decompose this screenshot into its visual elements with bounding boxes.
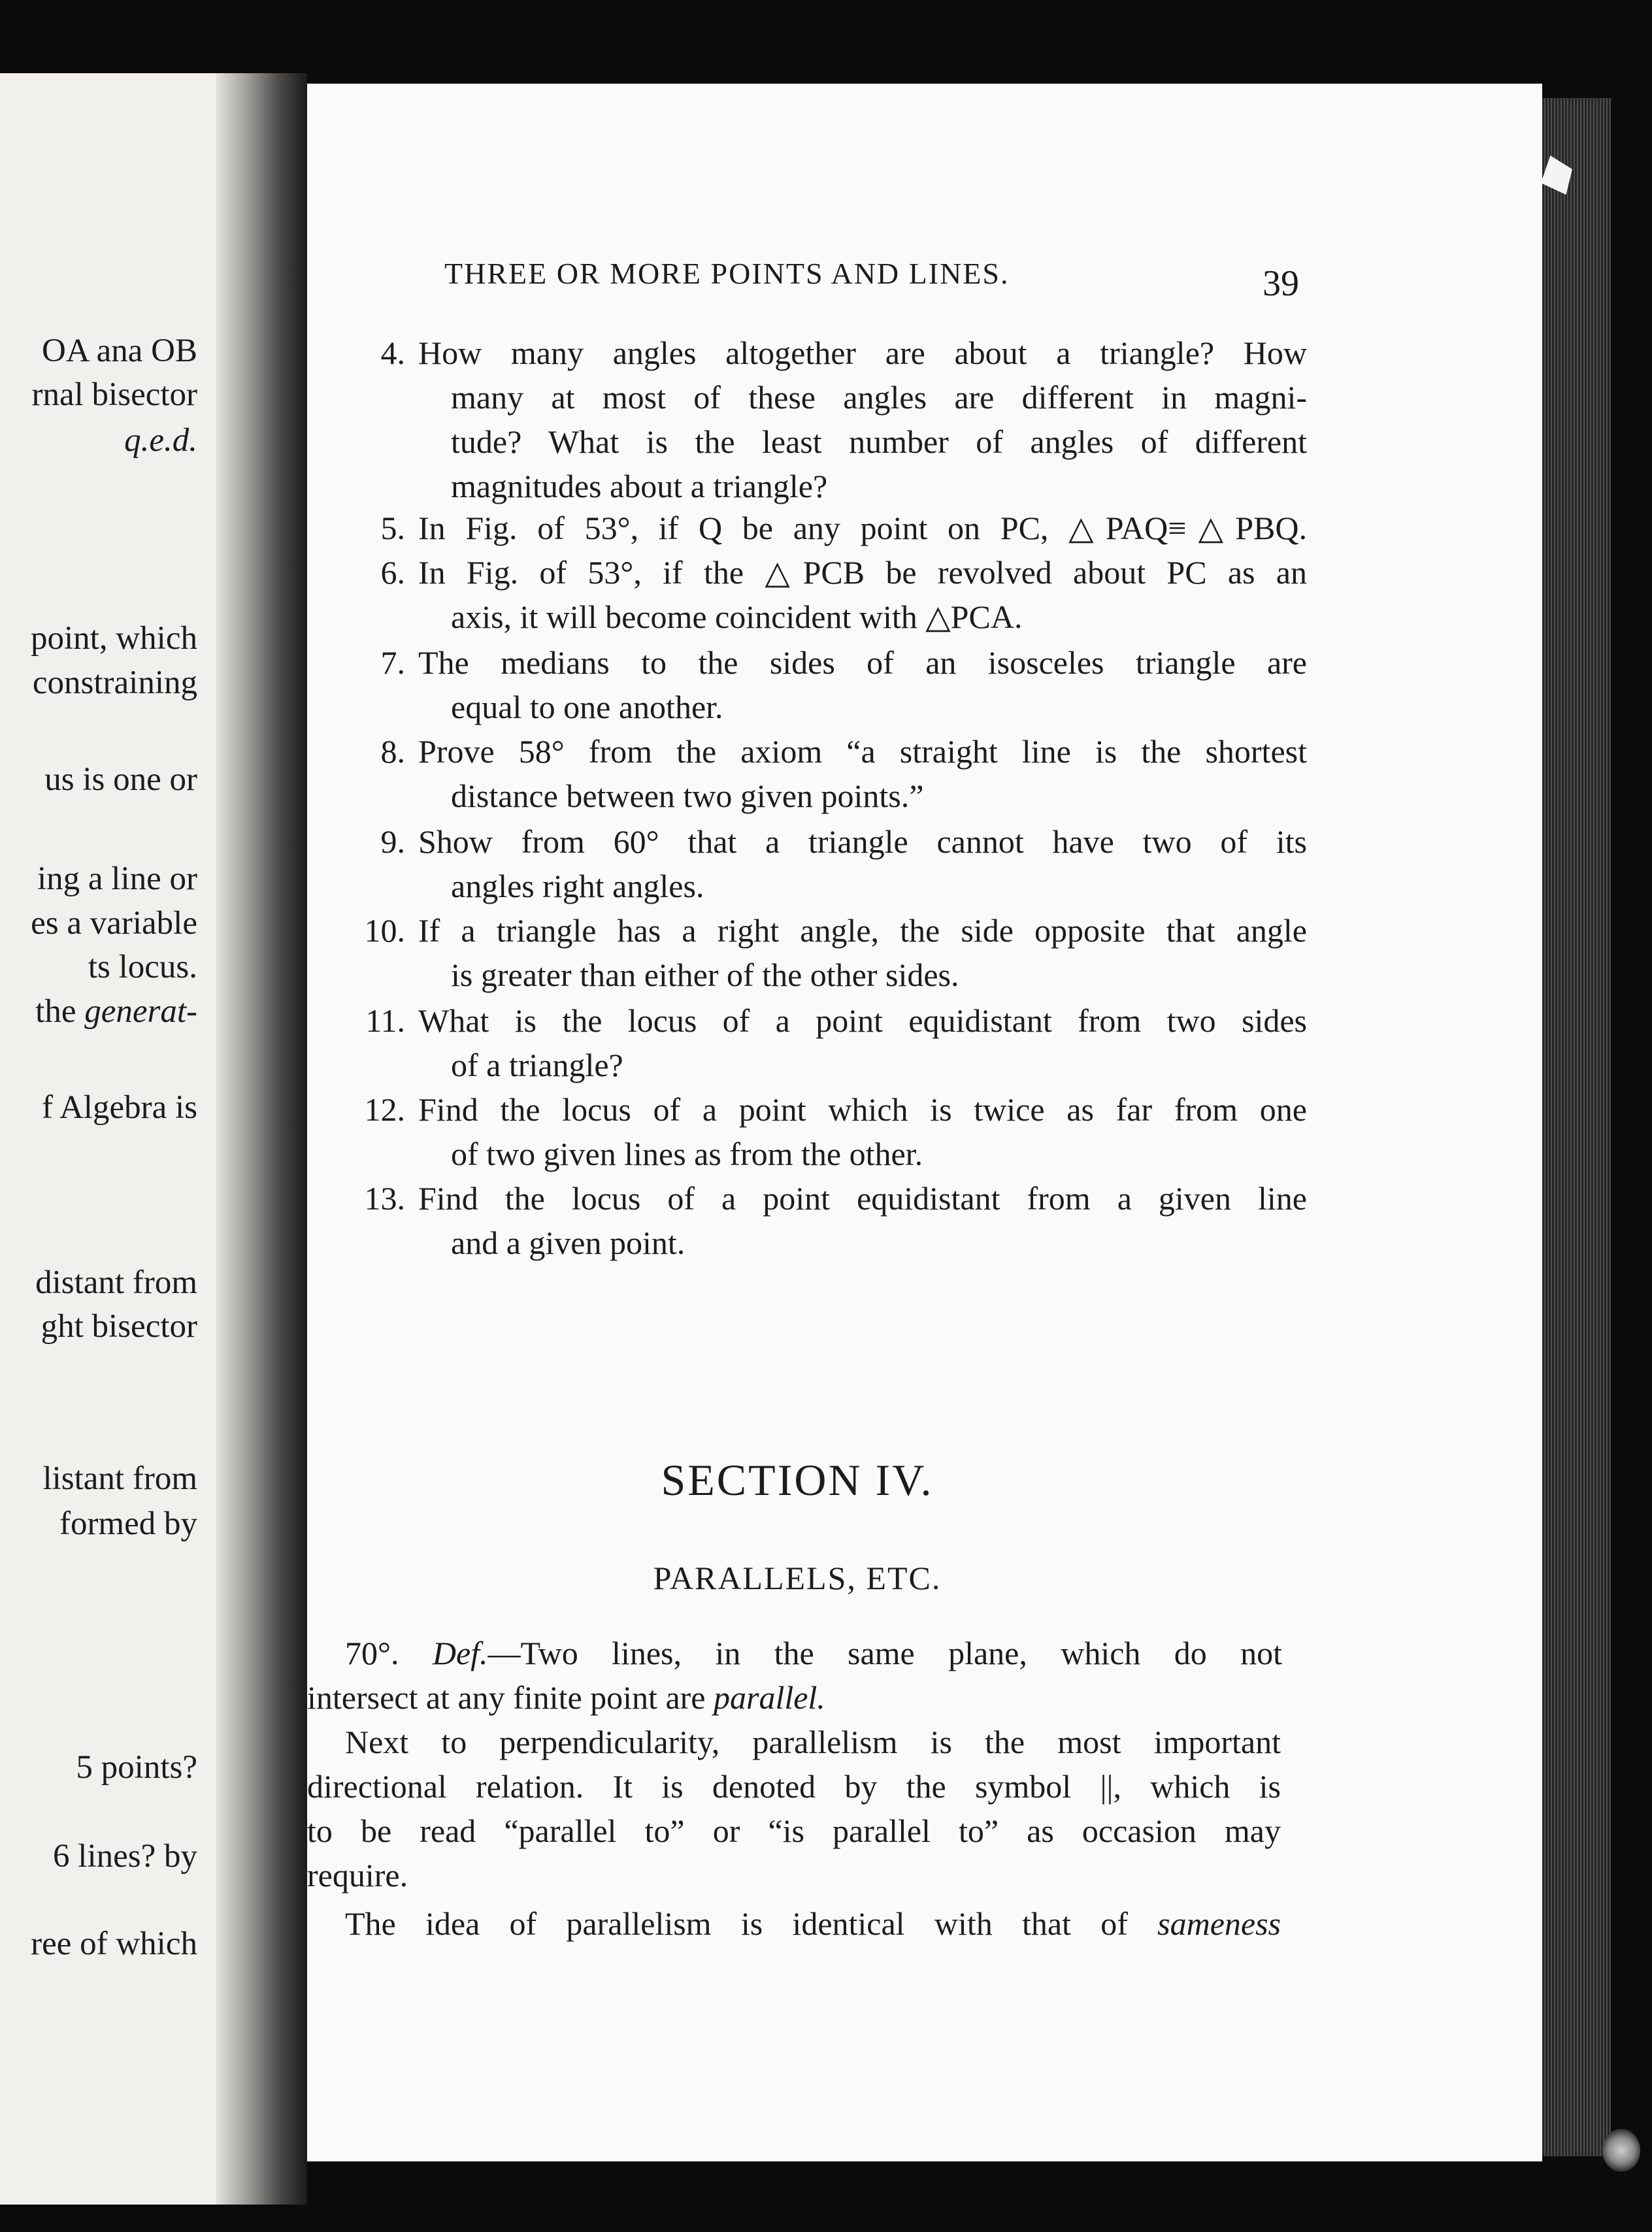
paragraph-number: 70°.	[345, 1635, 433, 1671]
emphasized-term: sameness	[1157, 1905, 1281, 1942]
exercise-item	[346, 819, 1307, 908]
left-fragment: point, which	[31, 620, 197, 657]
left-fragment: es a variable	[31, 905, 197, 942]
exercise-number: 8.	[380, 733, 405, 770]
exercise-item	[346, 908, 1307, 997]
exercise-line: In Fig. of 53°, if the △PCB be revolved about PC as an	[418, 554, 1307, 591]
section-subtitle: PARALLELS, ETC.	[653, 1560, 942, 1596]
exercise-number: 7.	[380, 644, 405, 681]
left-fragment: rnal bisector	[31, 376, 197, 413]
exercise-line: is greater than either of the other sides.	[451, 957, 959, 993]
left-fragment-text: the	[35, 993, 85, 1030]
exercise-line: Find the locus of a point equidistant from a given line	[418, 1180, 1307, 1217]
exercise-item	[346, 506, 1307, 550]
definition-paragraph-cont	[307, 1675, 1281, 1720]
exercise-item	[346, 640, 1307, 729]
section-title: SECTION IV.	[661, 1455, 934, 1505]
left-fragment: listant from	[42, 1460, 197, 1497]
exercise-item	[346, 729, 1307, 818]
running-head: THREE OR MORE POINTS AND LINES.	[444, 257, 1010, 290]
exercise-item	[346, 1176, 1307, 1265]
exercise-line: of a triangle?	[451, 1047, 623, 1083]
left-fragment: us is one or	[44, 761, 197, 798]
left-fragment	[35, 995, 197, 1028]
exercise-line: In Fig. of 53°, if Q be any point on PC, △PAQ≡△PBQ.	[418, 510, 1307, 546]
exercise-line: angles right angles.	[451, 868, 704, 904]
body-paragraph	[307, 1720, 1281, 1897]
paragraph-line: require.	[307, 1857, 408, 1894]
exercise-item	[346, 1087, 1307, 1176]
exercise-line: axis, it will become coincident with △PCA.	[451, 599, 1023, 635]
left-fragment: constraining	[32, 665, 197, 701]
exercise-line: Show from 60° that a triangle cannot have two of its	[418, 823, 1307, 860]
exercise-number: 10.	[364, 912, 405, 949]
paragraph-text: —Two lines, in the same plane, which do not	[487, 1635, 1282, 1671]
left-fragment: ght bisector	[41, 1308, 197, 1345]
exercise-item	[346, 331, 1307, 508]
exercise-line: distance between two given points.”	[451, 778, 924, 814]
paragraph-text: The idea of parallelism is identical with that of	[345, 1905, 1158, 1942]
exercise-line: and a given point.	[451, 1224, 686, 1261]
paragraph-line	[307, 1675, 1281, 1720]
left-fragment: 6 lines? by	[53, 1838, 197, 1875]
exercise-number: 5.	[380, 510, 405, 546]
body-paragraph	[307, 1901, 1281, 1946]
exercise-line: What is the locus of a point equidistant from two sides	[418, 1002, 1307, 1039]
left-fragment: distant from	[35, 1264, 197, 1301]
exercise-number: 13.	[364, 1180, 405, 1217]
exercise-item	[346, 550, 1307, 639]
paragraph-line: directional relation. It is denoted by the symbol ||, which is	[307, 1768, 1281, 1805]
left-fragment: f Algebra is	[42, 1089, 197, 1126]
exercise-line: Prove 58° from the axiom “a straight line is the shortest	[418, 733, 1307, 770]
definition-paragraph	[345, 1631, 1282, 1675]
paragraph-line	[307, 1901, 1281, 1946]
left-fragment: ts locus.	[88, 949, 197, 985]
left-fragment-italic: q.e.d.	[124, 422, 197, 459]
exercise-line: If a triangle has a right angle, the side opposite that angle	[418, 912, 1307, 949]
exercise-number: 11.	[365, 1002, 405, 1039]
defined-term: parallel.	[713, 1679, 825, 1716]
exercise-line: tude? What is the least number of angles of different	[451, 423, 1307, 460]
exercise-line: of two given lines as from the other.	[451, 1136, 923, 1172]
left-fragment: formed by	[59, 1505, 197, 1542]
library-stamp-mark	[1602, 2129, 1640, 2172]
exercise-line: many at most of these angles are different in magni-	[451, 379, 1307, 416]
page-number: 39	[1263, 263, 1299, 304]
page-edge-stack	[1542, 98, 1611, 2156]
paragraph-text: intersect at any finite point are	[307, 1679, 714, 1716]
exercise-line: The medians to the sides of an isosceles triangle are	[418, 644, 1307, 681]
exercise-line: magnitudes about a triangle?	[451, 468, 828, 504]
paragraph-line: to be read “parallel to” or “is parallel to” as occasion may	[307, 1813, 1281, 1849]
exercise-number: 9.	[380, 823, 405, 860]
left-fragment: ree of which	[31, 1926, 197, 1962]
exercise-number: 4.	[380, 335, 405, 371]
exercise-number: 6.	[380, 554, 405, 591]
left-fragment: ing a line or	[37, 861, 197, 897]
paragraph-line: Next to perpendicularity, parallelism is the most important	[345, 1724, 1281, 1760]
exercise-number: 12.	[364, 1091, 405, 1128]
paragraph-line	[345, 1631, 1282, 1675]
exercise-line: How many angles altogether are about a triangle? How	[418, 335, 1307, 371]
exercise-item	[346, 998, 1307, 1087]
left-fragment	[124, 424, 197, 457]
left-fragment: 5 points?	[76, 1749, 197, 1786]
def-label: Def.	[432, 1635, 488, 1671]
book-gutter	[216, 73, 307, 2205]
exercise-line: equal to one another.	[451, 689, 723, 725]
exercise-line: Find the locus of a point which is twice as far from one	[418, 1091, 1307, 1128]
left-fragment-italic: generat-	[84, 993, 197, 1030]
left-fragment: OA ana OB	[42, 333, 197, 369]
